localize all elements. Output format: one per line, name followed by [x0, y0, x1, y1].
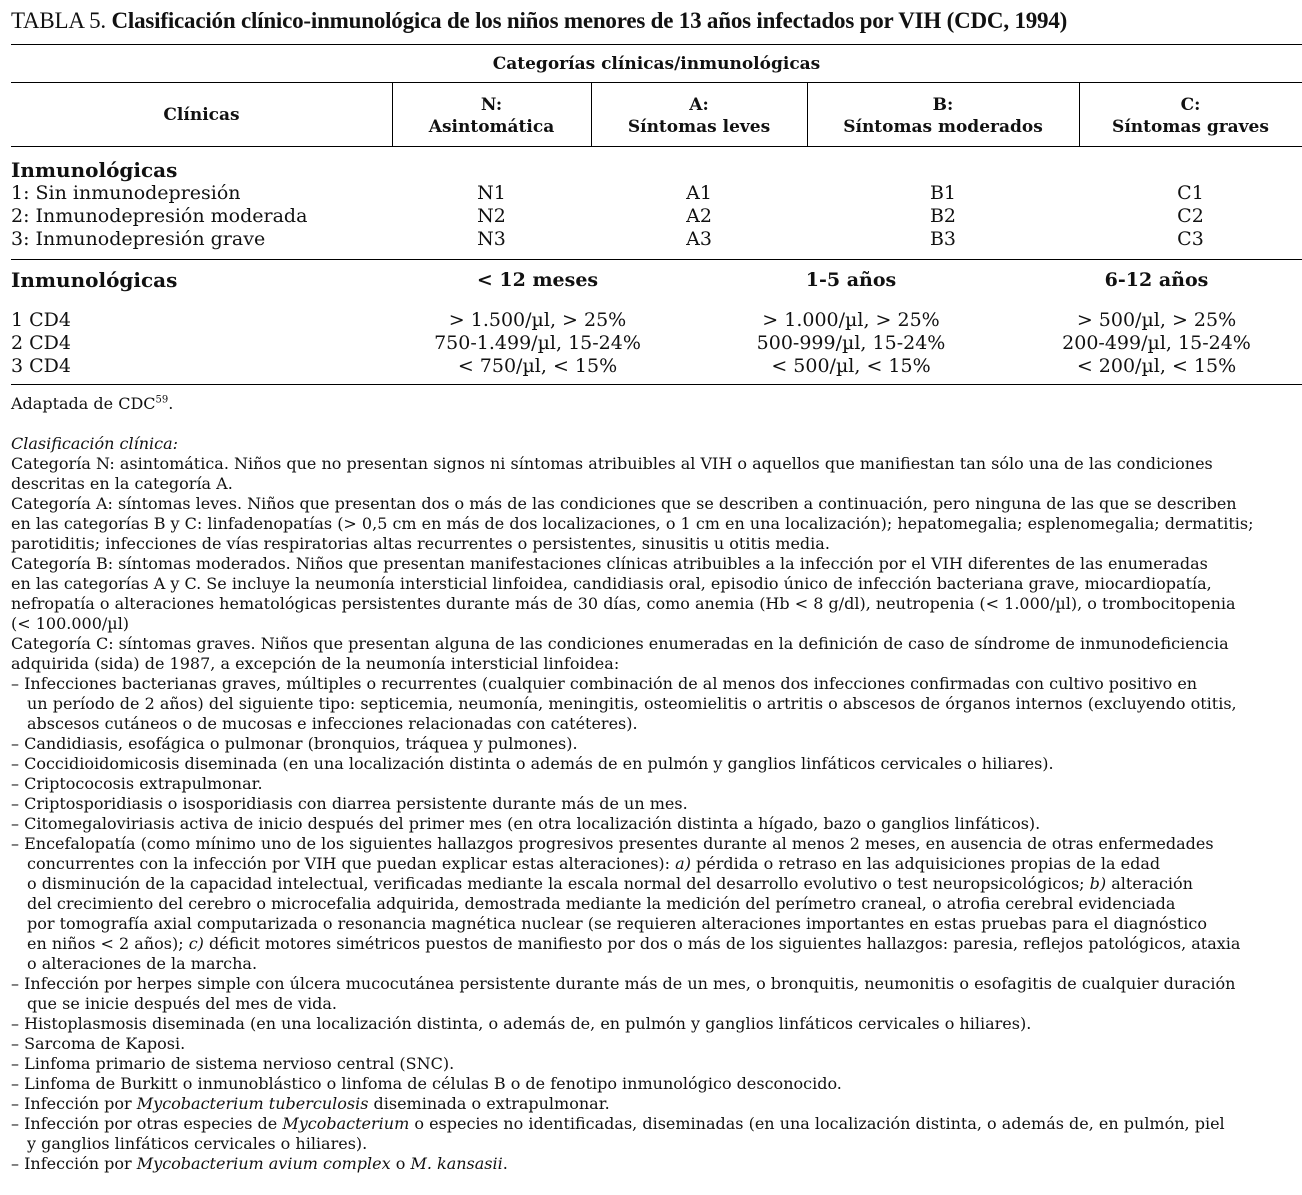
- list-item: [11, 1114, 1302, 1134]
- document-page: [11, 6, 1302, 1173]
- list-item-continuation: abscesos cutáneos o de mucosas e infecciones relacionadas con catéteres).: [27, 714, 638, 733]
- table-title-text: Clasificación clínico-inmunológica de los niños menores de 13 años infectados por VIH (CDC, 1994): [111, 8, 1068, 33]
- list-item-continuation: y ganglios linfáticos cervicales o hiliares).: [27, 1134, 368, 1153]
- list-item: – Encefalopatía (como mínimo uno de los siguientes hallazgos progresivos presentes durante al menos 2 meses, en ausencia de otras enfermedades: [11, 834, 1214, 853]
- text-run: .: [502, 1154, 508, 1173]
- list-item-continuation: o alteraciones de la marcha.: [27, 954, 258, 973]
- category-a-line: Categoría A: síntomas leves. Niños que presentan dos o más de las condiciones que se describen a continuación, pero ninguna de las que se describen: [11, 494, 1237, 513]
- table-title: [11, 6, 1302, 36]
- column-header-c: [1079, 94, 1302, 138]
- text-run: – Infección por: [11, 1094, 137, 1113]
- list-item: – Criptosporidiasis o isosporidiasis con diarrea persistente durante más de un mes.: [11, 794, 688, 813]
- text-run: o: [390, 1154, 411, 1173]
- column-name: Síntomas graves: [1112, 117, 1269, 137]
- italic-run: b): [1089, 874, 1107, 893]
- category-b-line: (< 100.000/µl): [11, 614, 130, 633]
- age-header: 1-5 años: [805, 269, 897, 291]
- cd4-cell: > 1.500/µl, > 25%: [448, 309, 627, 331]
- text-run: pérdida o retraso en las adquisiciones propias de la edad: [690, 854, 1161, 873]
- age-header: < 12 meses: [476, 269, 599, 291]
- category-c-line: adquirida (sida) de 1987, a excepción de la neumonía intersticial linfoidea:: [11, 654, 620, 673]
- list-item: – Infecciones bacterianas graves, múltiples o recurrentes (cualquier combinación de al menos dos infecciones confirmadas con cultivo positivo en: [11, 674, 1198, 693]
- category-a-line: parotiditis; infecciones de vías respiratorias altas recurrentes o persistentes, sinusitis u otitis media.: [11, 534, 830, 553]
- list-item-continuation: [11, 934, 1302, 954]
- rule-top: [11, 44, 1302, 45]
- cd4-cell: 500-999/µl, 15-24%: [756, 332, 946, 354]
- rule-mid: [11, 259, 1302, 260]
- list-item-continuation: por tomografía axial computarizada o resonancia magnética nuclear (se requieren alteraciones importantes en estas pruebas para el diagnóstico: [27, 914, 1207, 933]
- immuno-cell: N1: [477, 182, 506, 204]
- list-item-continuation: [11, 854, 1302, 874]
- text-run: déficit motores simétricos puestos de manifiesto por dos o más de los siguientes hallazgos: paresia, reflejos patológicos, ataxia: [203, 934, 1241, 953]
- rule-bottom: [11, 384, 1302, 385]
- immuno-cell: N2: [477, 205, 506, 227]
- column-header-a: [591, 94, 807, 138]
- column-code: B:: [932, 95, 954, 115]
- source-reference: 59: [155, 394, 169, 406]
- cd4-cell: > 500/µl, > 25%: [1076, 309, 1237, 331]
- column-name: Asintomática: [428, 117, 555, 137]
- column-code: C:: [1180, 95, 1201, 115]
- list-item: – Sarcoma de Kaposi.: [11, 1034, 186, 1053]
- immuno-row-label: 3: Inmunodepresión grave: [11, 228, 266, 250]
- text-run: – Infección por otras especies de: [11, 1114, 283, 1133]
- cd4-cell: > 1.000/µl, > 25%: [762, 309, 940, 331]
- column-header-b: [807, 94, 1079, 138]
- list-item-continuation: un período de 2 años) del siguiente tipo: septicemia, neumonía, meningitis, osteomielitis o artritis o abscesos de órganos internos (excluyendo otitis,: [27, 694, 1237, 713]
- list-item: [11, 1154, 1302, 1174]
- cd4-row-label: 3 CD4: [11, 355, 71, 377]
- age-header: 6-12 años: [1104, 269, 1209, 291]
- rule-header: [11, 146, 1302, 147]
- list-item: – Linfoma de Burkitt o inmunoblástico o linfoma de células B o de fenotipo inmunológico desconocido.: [11, 1074, 842, 1093]
- cd4-cell: 750-1.499/µl, 15-24%: [434, 332, 641, 354]
- category-b-line: Categoría B: síntomas moderados. Niños que presentan manifestaciones clínicas atribuibles a la infección por el VIH diferentes de las enumeradas: [11, 554, 1208, 573]
- category-n-line: Categoría N: asintomática. Niños que no presentan signos ni síntomas atribuibles al VIH o aquellos que manifiestan tan sólo una de las condiciones: [11, 454, 1213, 473]
- source-end: .: [168, 394, 174, 413]
- list-item-continuation: que se inicie después del mes de vida.: [27, 994, 337, 1013]
- immuno-cell: A3: [686, 228, 712, 250]
- source-text: Adaptada de CDC: [11, 394, 156, 413]
- italic-run: a): [675, 854, 691, 873]
- immuno-cell: N3: [477, 228, 506, 250]
- list-item: – Linfoma primario de sistema nervioso central (SNC).: [11, 1054, 455, 1073]
- category-b-line: en las categorías A y C. Se incluye la neumonía intersticial linfoidea, candidiasis oral, episodio único de infección bacteriana grave, miocardiopatía,: [11, 574, 1212, 593]
- table-label: TABLA 5.: [11, 8, 106, 33]
- text-run: concurrentes con la infección por VIH que puedan explicar estas alteraciones):: [27, 854, 676, 873]
- list-item: – Infección por herpes simple con úlcera mucocutánea persistente durante más de un mes, o bronquitis, neumonitis o esofagitis de cualquier duración: [11, 974, 1236, 993]
- list-item: – Histoplasmosis diseminada (en una localización distinta, o además de, en pulmón y ganglios linfáticos cervicales o hiliares).: [11, 1014, 1032, 1033]
- source-note: [11, 394, 1302, 414]
- cd4-cell: < 500/µl, < 15%: [771, 355, 931, 377]
- text-run: alteración: [1106, 874, 1193, 893]
- column-name: Síntomas leves: [627, 117, 771, 137]
- italic-run: Mycobacterium tuberculosis: [136, 1094, 369, 1113]
- cd4-cell: < 200/µl, < 15%: [1076, 355, 1237, 377]
- italic-run: Mycobacterium avium complex: [136, 1154, 391, 1173]
- immuno-cell: C2: [1177, 205, 1204, 227]
- column-name: Síntomas moderados: [843, 117, 1043, 137]
- category-a-line: en las categorías B y C: linfadenopatías (> 0,5 cm en más de dos localizaciones, o 1 cm en una localización); hepatomegalia; esplenomegalia; dermatitis;: [11, 514, 1254, 533]
- text-run: o especies no identificadas, diseminadas (en una localización distinta, o además de, en pulmón, piel: [409, 1114, 1225, 1133]
- header-clinicas: Clínicas: [163, 105, 240, 125]
- category-n-line: descritas en la categoría A.: [11, 474, 233, 493]
- immuno-cell: A1: [686, 182, 712, 204]
- immuno-cell: A2: [686, 205, 712, 227]
- immuno-cell: B3: [929, 228, 957, 250]
- classification-heading: Clasificación clínica:: [11, 434, 179, 453]
- text-run: o disminución de la capacidad intelectual, verificadas mediante la escala normal del desarrollo evolutivo o test neuropsicológicos;: [27, 874, 1090, 893]
- list-item: [11, 1094, 1302, 1114]
- text-run: – Infección por: [11, 1154, 137, 1173]
- text-run: en niños < 2 años);: [27, 934, 189, 953]
- list-item-continuation: [11, 874, 1302, 894]
- immuno-cell: C1: [1177, 182, 1204, 204]
- immuno-header: Inmunológicas: [11, 158, 178, 182]
- immuno-row-label: 1: Sin inmunodepresión: [11, 182, 241, 204]
- cd4-cell: < 750/µl, < 15%: [457, 355, 618, 377]
- table-notes: [11, 394, 1302, 1174]
- list-item-continuation: del crecimiento del cerebro o microcefalia adquirida, demostrada mediante la medición del perímetro craneal, o atrofia cerebral evidenciada: [27, 894, 1176, 913]
- text-run: diseminada o extrapulmonar.: [368, 1094, 610, 1113]
- list-item: – Citomegaloviriasis activa de inicio después del primer mes (en otra localización distinta a hígado, bazo o ganglios linfáticos).: [11, 814, 1041, 833]
- table-caption: Categorías clínicas/inmunológicas: [492, 54, 821, 74]
- italic-run: Mycobacterium: [282, 1114, 410, 1133]
- list-item: – Coccidioidomicosis diseminada (en una localización distinta o además de en pulmón y ganglios linfáticos cervicales o hiliares).: [11, 754, 1054, 773]
- column-header-n: [392, 94, 591, 138]
- category-b-line: nefropatía o alteraciones hematológicas persistentes durante más de 30 días, como anemia (Hb < 8 g/dl), neutropenia (< 1.000/µl), o trombocitopenia: [11, 594, 1236, 613]
- list-item: – Criptococosis extrapulmonar.: [11, 774, 263, 793]
- rule-caption: [11, 82, 1302, 83]
- list-item: – Candidiasis, esofágica o pulmonar (bronquios, tráquea y pulmones).: [11, 734, 578, 753]
- cd4-row-label: 1 CD4: [11, 309, 71, 331]
- italic-run: c): [188, 934, 204, 953]
- category-c-line: Categoría C: síntomas graves. Niños que presentan alguna de las condiciones enumeradas en la definición de caso de síndrome de inmunodeficiencia: [11, 634, 1229, 653]
- column-code: A:: [689, 95, 709, 115]
- immuno-row-label: 2: Inmunodepresión moderada: [11, 205, 308, 227]
- cd4-row-label: 2 CD4: [11, 332, 71, 354]
- cd4-cell: 200-499/µl, 15-24%: [1062, 332, 1251, 354]
- italic-run: M. kansasii: [410, 1154, 503, 1173]
- immuno-cell: B1: [929, 182, 957, 204]
- column-code: N:: [480, 95, 503, 115]
- immuno-cell: C3: [1177, 228, 1204, 250]
- immuno-cell: B2: [929, 205, 957, 227]
- age-header-label: Inmunológicas: [11, 268, 178, 292]
